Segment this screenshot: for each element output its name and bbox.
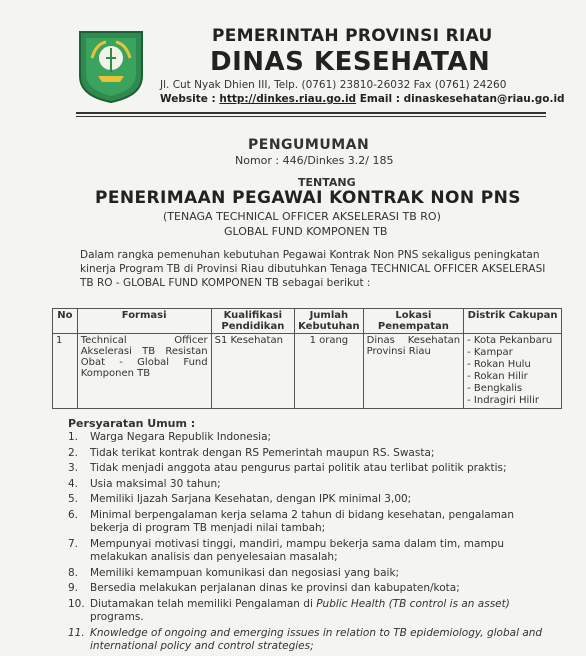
cell-formasi: Technical Officer Akselerasi TB Resistan Obat - Global Fund Komponen TB — [77, 334, 211, 409]
announcement-title: PENERIMAAN PEGAWAI KONTRAK NON PNS — [95, 188, 521, 208]
col-header-no: No — [53, 309, 78, 334]
website-label: Website : — [160, 93, 216, 105]
distrik-item: - Bengkalis — [467, 383, 523, 394]
col-header-distrik: Distrik Cakupan — [464, 309, 562, 334]
col-header-jumlah: Jumlah Kebutuhan — [295, 309, 364, 334]
position-table — [52, 308, 562, 409]
riau-emblem-logo — [76, 28, 146, 104]
intro-paragraph: Dalam rangka pemenuhan kebutuhan Pegawai Kontrak Non PNS sekaligus peningkatan kinerja Program TB di Provinsi Riau dibutuhkan Tenaga TECHNICAL OFFICER AKSELERASI TB RO - GLOBAL FUND KOMPONEN TB sebagai berikut : — [80, 249, 546, 289]
list-item: 7. Mempunyai motivasi tinggi, mandiri, mampu bekerja sama dalam tim, mampu melakukan analisis dan penyelesaian masalah; — [68, 537, 505, 563]
cell-jumlah: 1 orang — [295, 334, 364, 409]
list-item: 4. Usia maksimal 30 tahun; — [68, 477, 221, 490]
requirements-heading: Persyaratan Umum : — [68, 417, 196, 430]
distrik-item: - Rokan Hulu — [467, 359, 531, 370]
list-item: 10. Diutamakan telah memiliki Pengalaman di Public Health (TB control is an asset) programs. — [68, 597, 510, 623]
cell-lokasi: Dinas Kesehatan Provinsi Riau — [363, 334, 464, 409]
col-header-formasi: Formasi — [77, 309, 211, 334]
distrik-item: - Kota Pekanbaru — [467, 335, 553, 346]
col-header-lokasi: Lokasi Penempatan — [363, 309, 464, 334]
list-item: 2. Tidak terikat kontrak dengan RS Pemerintah maupun RS. Swasta; — [68, 446, 435, 459]
table-header-row — [53, 309, 562, 334]
announcement-subtitle-1: (TENAGA TECHNICAL OFFICER AKSELERASI TB RO) — [163, 210, 441, 223]
announcement-heading: PENGUMUMAN — [248, 137, 370, 153]
announcement-number: Nomor : 446/Dinkes 3.2/ 185 — [235, 154, 394, 167]
list-item: 3. Tidak menjadi anggota atau pengurus partai politik atau terlibat politik praktis; — [68, 462, 507, 474]
list-item: 5. Memiliki Ijazah Sarjana Kesehatan, dengan IPK minimal 3,00; — [68, 493, 412, 505]
header-divider — [76, 112, 546, 114]
cell-no: 1 — [53, 334, 78, 409]
list-item: 6. Minimal berpengalaman kerja selama 2 tahun di bidang kesehatan, pengalaman bekerja di program TB menjadi nilai tambah; — [68, 508, 514, 534]
list-item: 11. Knowledge of ongoing and emerging issues in relation to TB epidemiology, global and international policy and control strategies; — [68, 626, 543, 652]
list-item: 9. Bersedia melakukan perjalanan dinas ke provinsi dan kabupaten/kota; — [68, 582, 460, 594]
list-item: 8. Memiliki kemampuan komunikasi dan negosiasi yang baik; — [68, 566, 400, 579]
table-row — [53, 334, 562, 409]
email-label: Email : — [359, 93, 400, 105]
col-header-kualifikasi: Kualifikasi Pendidikan — [211, 309, 295, 334]
cell-distrik — [464, 334, 562, 409]
list-item: 1. Warga Negara Republik Indonesia; — [68, 431, 272, 443]
distrik-item: - Kampar — [467, 347, 513, 358]
header-contact — [160, 93, 565, 105]
requirements-list — [68, 431, 548, 656]
announcement-subtitle-2: GLOBAL FUND KOMPONEN TB — [224, 225, 388, 238]
distrik-item: - Indragiri Hilir — [467, 395, 539, 406]
website-link[interactable]: http://dinkes.riau.go.id — [219, 93, 357, 105]
cell-kualifikasi: S1 Kesehatan — [211, 334, 295, 409]
email-address: dinaskesehatan@riau.go.id — [403, 93, 565, 105]
announcement-tentang: TENTANG — [298, 176, 356, 189]
header-agency-name: DINAS KESEHATAN — [210, 47, 491, 77]
header-government-name: PEMERINTAH PROVINSI RIAU — [212, 26, 493, 46]
header-divider-thin — [76, 116, 546, 117]
distrik-item: - Rokan Hilir — [467, 371, 528, 382]
header-address: Jl. Cut Nyak Dhien III, Telp. (0761) 23810-26032 Fax (0761) 24260 — [160, 79, 507, 91]
